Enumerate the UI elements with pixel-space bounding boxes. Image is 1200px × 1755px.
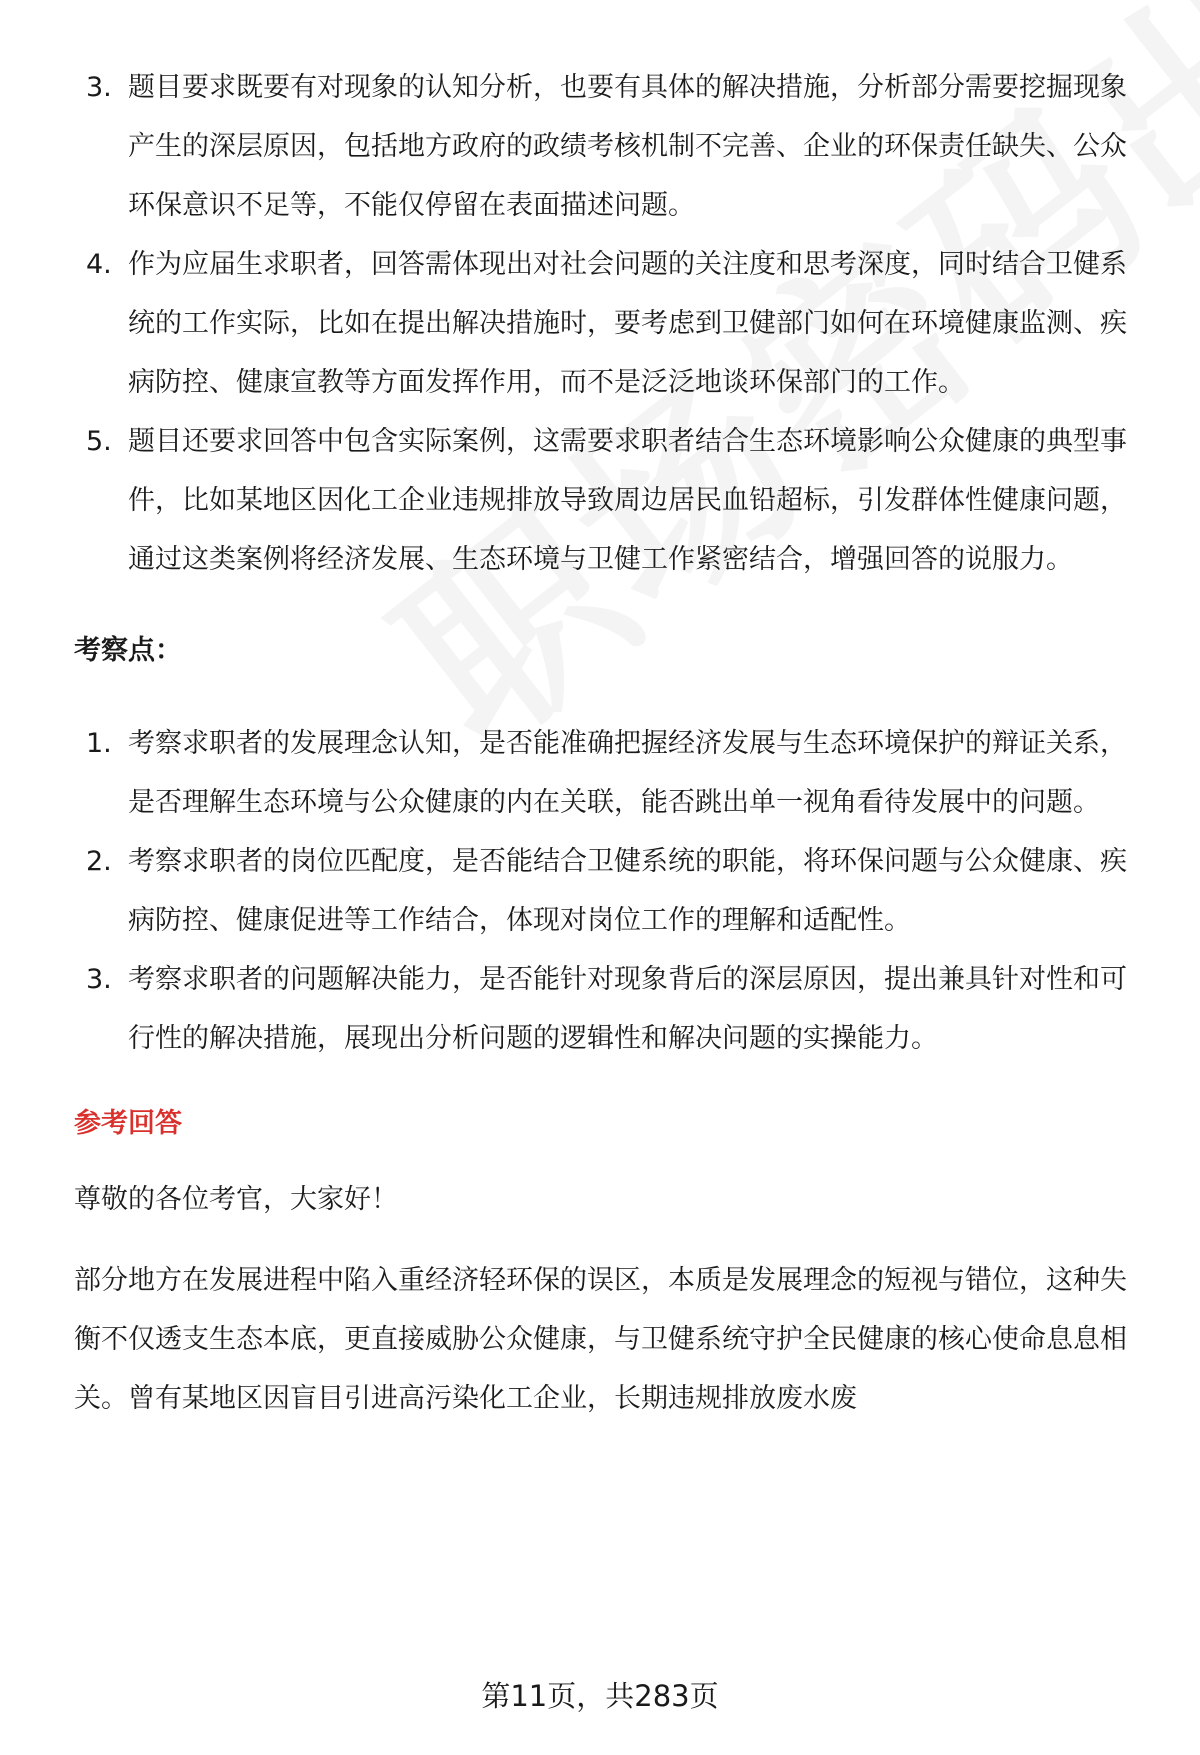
list-number: 4. (86, 249, 112, 280)
greeting: 尊敬的各位考官，大家好！ (74, 1184, 398, 1215)
list-text: 题目要求既要有对现象的认知分析，也要有具体的解决措施，分析部分需要挖掘现象产生的深层原因，包括地方政府的政绩考核机制不完善、企业的环保责任缺失、公众环保意识不足等，不能仅停留在表面描述问题。 (128, 72, 1127, 221)
list-text: 考察求职者的问题解决能力，是否能针对现象背后的深层原因，提出兼具针对性和可行性的解决措施，展现出分析问题的逻辑性和解决问题的实操能力。 (128, 964, 1127, 1054)
list-number: 2. (86, 846, 112, 877)
list-text: 题目还要求回答中包含实际案例，这需要求职者结合生态环境影响公众健康的典型事件，比如某地区因化工企业违规排放导致周边居民血铅超标，引发群体性健康问题，通过这类案例将经济发展、生态环境与卫健工作紧密结合，增强回答的说服力。 (128, 426, 1127, 575)
list-number: 1. (86, 728, 112, 759)
list-text: 作为应届生求职者，回答需体现出对社会问题的关注度和思考深度，同时结合卫健系统的工作实际，比如在提出解决措施时，要考虑到卫健部门如何在环境健康监测、疾病防控、健康宣教等方面发挥作用，而不是泛泛地谈环保部门的工作。 (128, 249, 1127, 398)
reference-answer-heading: 参考回答 (74, 1108, 182, 1139)
list-text: 考察求职者的岗位匹配度，是否能结合卫健系统的职能，将环保问题与公众健康、疾病防控、健康促进等工作结合，体现对岗位工作的理解和适配性。 (128, 846, 1127, 936)
list-number: 5. (86, 426, 112, 457)
page-footer: 第11页，共283页 (481, 1679, 719, 1713)
list-item (74, 235, 1144, 412)
list-item (74, 832, 1144, 950)
list-number: 3. (86, 72, 112, 103)
list-item (74, 714, 1144, 832)
list-number: 3. (86, 964, 112, 995)
answer-paragraph: 部分地方在发展进程中陷入重经济轻环保的误区，本质是发展理念的短视与错位，这种失衡不仅透支生态本底，更直接威胁公众健康，与卫健系统守护全民健康的核心使命息息相关。曾有某地区因盲目引进高污染化工企业，长期违规排放废水废 (74, 1265, 1127, 1414)
list-item (74, 950, 1144, 1068)
requirements-list (74, 58, 1144, 589)
list-text: 考察求职者的发展理念认知，是否能准确把握经济发展与生态环境保护的辩证关系，是否理解生态环境与公众健康的内在关联，能否跳出单一视角看待发展中的问题。 (128, 728, 1127, 818)
list-item (74, 412, 1144, 589)
document-body (74, 58, 1144, 1428)
list-item (74, 58, 1144, 235)
assessment-list (74, 714, 1144, 1068)
section-heading: 考察点： (74, 635, 182, 666)
